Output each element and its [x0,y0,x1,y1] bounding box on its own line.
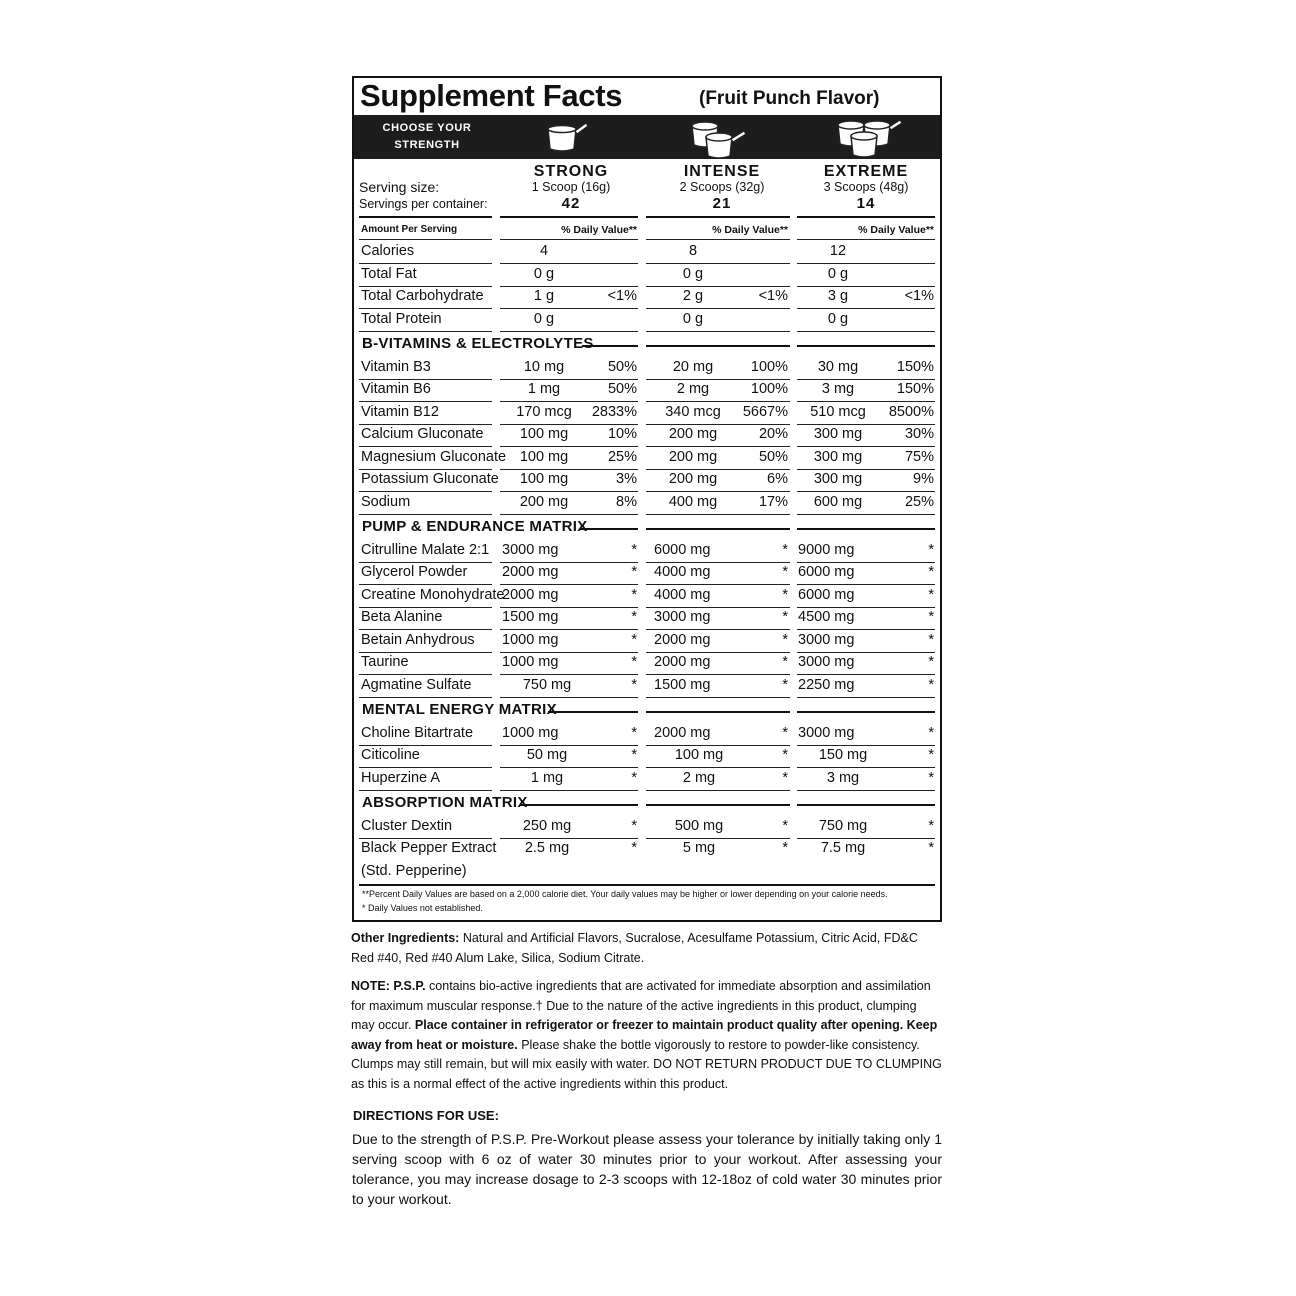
row-rule [646,491,790,492]
daily-value: * [631,817,637,834]
section-title: PUMP & ENDURANCE MATRIX [362,519,592,534]
row-rule [797,401,935,402]
daily-value: * [782,747,788,763]
daily-value: * [631,586,637,603]
row-rule [500,767,638,768]
nutrient-amount: 0 g [827,265,849,282]
section-rule [580,528,638,530]
serving-size-label: Serving size: [359,179,440,195]
row-rule [797,514,935,515]
nutrient-amount: 0 g [682,265,704,282]
row-rule [646,790,790,791]
section-rule [582,345,638,347]
directions-title: DIRECTIONS FOR USE: [353,1108,499,1123]
servings-per-container-label: Servings per container: [359,197,488,211]
section-rule [797,804,935,806]
section-rule [646,711,790,713]
daily-value-header: % Daily Value** [858,224,934,236]
nutrient-amount: 300 mg [813,448,863,465]
row-rule [500,629,638,630]
row-rule [359,308,492,309]
nutrient-name: Cluster Dextin [361,817,453,834]
row-rule [359,745,492,746]
nutrient-amount: 0 g [827,310,849,327]
nutrient-amount: 2.5 mg [524,840,570,856]
nutrient-amount: 1500 mg [654,676,711,693]
nutrient-amount: 340 mcg [665,403,721,420]
daily-value: * [631,840,637,856]
daily-value: * [782,654,788,670]
daily-value: 10% [607,426,637,442]
row-rule [359,469,492,470]
servings-count: 21 [712,195,732,212]
serving-size-value: 2 Scoops (32g) [679,180,765,194]
nutrient-name: Citicoline [361,747,420,763]
nutrient-amount: 500 mg [674,817,724,834]
row-rule [500,263,638,264]
header-rule [646,216,790,218]
nutrient-name: Citrulline Malate 2:1 [361,541,490,558]
daily-value: * [631,541,637,558]
row-rule [500,838,638,839]
row-rule [646,514,790,515]
nutrient-name: Betain Anhydrous [361,631,475,648]
nutrient-amount: 3 g [827,288,849,304]
daily-value: * [631,769,637,786]
daily-value: 17% [758,493,788,510]
nutrient-amount: 3 mg [826,769,860,786]
section-rule [520,804,638,806]
nutrient-amount: 200 mg [668,448,718,465]
row-rule [500,745,638,746]
row-rule [646,379,790,380]
amount-per-serving-label: Amount Per Serving [361,224,458,235]
nutrient-amount: 12 [829,243,847,259]
row-rule [797,584,935,585]
nutrient-amount: 600 mg [813,493,863,510]
row-rule [646,562,790,563]
daily-value: * [928,676,934,693]
daily-value: * [928,817,934,834]
nutrient-amount: 9000 mg [798,541,855,558]
row-rule [646,263,790,264]
nutrient-subname: (Std. Pepperine) [361,862,467,879]
row-rule [500,401,638,402]
row-rule [500,424,638,425]
nutrient-amount: 200 mg [519,493,569,510]
row-rule [797,424,935,425]
nutrient-amount: 20 mg [672,358,714,375]
daily-value: * [782,631,788,648]
row-rule [797,562,935,563]
row-rule [500,562,638,563]
daily-value: * [782,541,788,558]
daily-value: * [631,747,637,763]
row-rule [359,607,492,608]
section-title: B-VITAMINS & ELECTROLYTES [362,336,598,351]
nutrient-amount: 300 mg [813,471,863,487]
nutrient-name: Vitamin B3 [361,358,431,375]
section-rule [646,345,790,347]
nutrient-amount: 3000 mg [798,631,855,648]
daily-value: 5667% [742,403,788,420]
row-rule [359,767,492,768]
nutrient-amount: 1500 mg [502,609,559,625]
nutrient-amount: 100 mg [519,448,569,465]
daily-value: * [782,586,788,603]
row-rule [646,767,790,768]
nutrient-amount: 300 mg [813,426,863,442]
row-rule [797,331,935,332]
row-rule [646,286,790,287]
nutrient-amount: 1000 mg [502,631,559,648]
row-rule [500,308,638,309]
nutrient-name: Creatine Monohydrate [361,586,505,603]
nutrient-amount: 3000 mg [502,541,559,558]
daily-value: * [631,564,637,580]
daily-value: 75% [904,448,934,465]
row-rule [500,652,638,653]
scoop-1-icon [542,117,592,157]
row-rule [500,584,638,585]
flavor-label: (Fruit Punch Flavor) [699,88,880,109]
nutrient-amount: 170 mcg [516,403,572,420]
scoop-3-icon [834,117,906,159]
section-rule [646,528,790,530]
daily-value: 20% [758,426,788,442]
nutrient-name: Agmatine Sulfate [361,676,472,693]
row-rule [646,674,790,675]
footnote-not-established: * Daily Values not established. [362,902,483,913]
nutrient-amount: 4500 mg [798,609,855,625]
row-rule [797,469,935,470]
panel-title: Supplement Facts [360,78,623,113]
header-rule [359,216,492,218]
row-rule [646,652,790,653]
header-rule [797,216,935,218]
row-rule [646,469,790,470]
footnote-daily-values: **Percent Daily Values are based on a 2,000 calorie diet. Your daily values may be higher or lower depending on your calorie needs. [362,888,888,899]
nutrient-amount: 2000 mg [502,564,559,580]
nutrient-name: Magnesium Gluconate [361,448,507,465]
nutrient-amount: 200 mg [668,426,718,442]
daily-value: * [782,769,788,786]
nutrient-name: Taurine [361,654,409,670]
row-rule [359,401,492,402]
row-rule [500,379,638,380]
row-rule [797,286,935,287]
nutrient-amount: 100 mg [519,426,569,442]
row-rule [797,790,935,791]
daily-value: * [928,541,934,558]
row-rule [359,838,492,839]
daily-value: 150% [896,381,934,397]
nutrient-amount: 6000 mg [798,586,855,603]
row-rule [500,790,638,791]
row-rule [797,263,935,264]
daily-value: * [631,676,637,693]
nutrient-amount: 3000 mg [798,724,855,741]
daily-value: <1% [607,288,637,304]
row-rule [797,697,935,698]
daily-value: * [928,769,934,786]
row-rule [797,491,935,492]
row-rule [359,790,492,791]
daily-value: 25% [607,448,637,465]
daily-value: 6% [767,471,788,487]
daily-value: * [782,676,788,693]
nutrient-amount: 4 [539,243,549,259]
nutrient-amount: 1000 mg [502,724,559,741]
daily-value: * [631,724,637,741]
nutrient-amount: 750 mg [522,676,572,693]
nutrient-amount: 2 mg [676,381,710,397]
nutrient-amount: 2 g [682,288,704,304]
daily-value-header: % Daily Value** [712,224,788,236]
strength-name: INTENSE [683,163,761,180]
directions-text: Due to the strength of P.S.P. Pre-Workout please assess your tolerance by initially taking only 1 serving scoop with 6 oz of water 30 minutes prior to your workout. After assessing your tolerance, you may increase dosage to 2-3 scoops with 12-18oz of cold water 30 minutes prior to your workout. [352,1131,942,1207]
daily-value-header: % Daily Value** [561,224,637,236]
nutrient-amount: 100 mg [519,471,569,487]
nutrient-amount: 150 mg [818,747,868,763]
supplement-facts-panel [352,76,942,922]
section-rule [548,711,638,713]
daily-value: * [782,817,788,834]
daily-value: * [928,654,934,670]
section-rule [797,711,935,713]
row-rule [359,263,492,264]
nutrient-name: Choline Bitartrate [361,724,474,741]
row-rule [500,674,638,675]
daily-value: 8% [616,493,637,510]
nutrient-amount: 200 mg [668,471,718,487]
row-rule [359,239,492,240]
nutrient-name: Calories [361,243,415,259]
nutrient-name: Calcium Gluconate [361,426,484,442]
nutrient-amount: 2 mg [682,769,716,786]
row-rule [646,424,790,425]
daily-value: * [928,631,934,648]
row-rule [797,652,935,653]
row-rule [797,629,935,630]
scoop-2-icon [688,117,750,159]
nutrient-name: Vitamin B12 [361,403,439,420]
daily-value: 50% [607,381,637,397]
note-paragraph: NOTE: P.S.P. contains bio-active ingredients that are activated for immediate absorption and assimilation for maximum muscular response.† Due to the nature of the active ingredients in this product, clumping may occur. Place container in refrigerator or freezer to maintain product quality after opening. Keep away from heat or moisture. Please shake the bottle vigorously to restore to powder-like consistency. Clumps may still remain, but will mix easily with water. DO NOT RETURN PRODUCT DUE TO CLUMPING as this is a normal effect of the active ingredients within this product. [351,979,942,1091]
nutrient-amount: 6000 mg [798,564,855,580]
nutrient-amount: 2250 mg [798,676,855,693]
daily-value: * [782,840,788,856]
row-rule [500,514,638,515]
row-rule [797,607,935,608]
servings-count: 14 [856,195,876,212]
nutrient-amount: 4000 mg [654,586,711,603]
strength-bar [354,115,940,159]
row-rule [646,308,790,309]
daily-value: * [631,631,637,648]
row-rule [359,446,492,447]
row-rule [359,286,492,287]
row-rule [797,674,935,675]
daily-value: 2833% [591,403,637,420]
other-ingredients: Other Ingredients: Natural and Artificial Flavors, Sucralose, Acesulfame Potassium, Citric Acid, FD&C Red #40, Red #40 Alum Lake, Silica, Sodium Citrate. [351,931,918,965]
daily-value: 150% [896,358,934,375]
nutrient-name: Vitamin B6 [361,381,431,397]
serving-size-value: 1 Scoop (16g) [531,180,611,194]
nutrient-amount: 4000 mg [654,564,711,580]
row-rule [646,697,790,698]
nutrient-name: Huperzine A [361,769,440,786]
daily-value: * [928,747,934,763]
row-rule [500,697,638,698]
row-rule [797,239,935,240]
header-rule [500,216,638,218]
daily-value: 30% [904,426,934,442]
row-rule [359,424,492,425]
daily-value: * [928,564,934,580]
row-rule [500,239,638,240]
choose-strength-label: CHOOSE YOUR STRENGTH [382,122,472,151]
row-rule [359,629,492,630]
footnote-rule [359,884,935,886]
nutrient-amount: 10 mg [523,358,565,375]
nutrient-amount: 3000 mg [654,609,711,625]
nutrient-amount: 3000 mg [798,654,855,670]
daily-value: 100% [750,358,788,375]
row-rule [646,838,790,839]
nutrient-amount: 3 mg [821,381,855,397]
row-rule [359,514,492,515]
nutrient-amount: 0 g [533,310,555,327]
nutrient-amount: 5 mg [682,840,716,856]
nutrient-amount: 6000 mg [654,541,711,558]
row-rule [359,697,492,698]
nutrient-name: Potassium Gluconate [361,471,499,487]
section-rule [646,804,790,806]
row-rule [646,239,790,240]
section-rule [797,345,935,347]
daily-value: * [631,654,637,670]
row-rule [646,629,790,630]
row-rule [646,401,790,402]
daily-value: 50% [607,358,637,375]
daily-value: * [782,724,788,741]
servings-count: 42 [561,195,581,212]
strength-name: EXTREME [823,163,909,180]
row-rule [646,584,790,585]
nutrient-amount: 750 mg [818,817,868,834]
nutrient-amount: 1 mg [530,769,564,786]
nutrient-amount: 2000 mg [654,631,711,648]
row-rule [359,584,492,585]
daily-value: 100% [750,381,788,397]
nutrient-amount: 400 mg [668,493,718,510]
nutrient-amount: 1000 mg [502,654,559,670]
daily-value: 9% [913,471,934,487]
daily-value: * [928,609,934,625]
row-rule [500,286,638,287]
nutrient-amount: 100 mg [674,747,724,763]
row-rule [359,491,492,492]
nutrient-amount: 50 mg [526,747,568,763]
nutrient-name: Beta Alanine [361,609,443,625]
section-title: ABSORPTION MATRIX [362,795,532,810]
nutrient-name: Sodium [361,493,411,510]
row-rule [359,379,492,380]
nutrient-amount: 0 g [682,310,704,327]
row-rule [359,331,492,332]
row-rule [359,562,492,563]
daily-value: * [928,586,934,603]
row-rule [797,745,935,746]
daily-value: 50% [758,448,788,465]
nutrient-amount: 30 mg [817,358,859,375]
nutrient-amount: 2000 mg [654,654,711,670]
row-rule [500,469,638,470]
nutrient-amount: 1 g [533,288,555,304]
row-rule [646,446,790,447]
row-rule [797,308,935,309]
daily-value: * [631,609,637,625]
row-rule [500,446,638,447]
row-rule [646,331,790,332]
row-rule [797,767,935,768]
daily-value: * [928,724,934,741]
strength-name: STRONG [533,163,609,180]
serving-size-value: 3 Scoops (48g) [823,180,909,194]
nutrient-name: Total Protein [361,310,442,327]
nutrient-amount: 1 mg [527,381,561,397]
daily-value: 8500% [888,403,934,420]
nutrient-amount: 2000 mg [502,586,559,603]
nutrient-amount: 2000 mg [654,724,711,741]
section-title: MENTAL ENERGY MATRIX [362,702,561,717]
row-rule [359,674,492,675]
nutrient-name: Glycerol Powder [361,564,468,580]
daily-value: <1% [904,288,934,304]
daily-value: 25% [904,493,934,510]
nutrient-amount: 8 [688,243,698,259]
row-rule [797,838,935,839]
row-rule [359,652,492,653]
row-rule [500,331,638,332]
nutrient-name: Total Carbohydrate [361,288,484,304]
nutrient-name: Total Fat [361,265,417,282]
row-rule [500,491,638,492]
nutrient-name: Black Pepper Extract [361,840,497,856]
nutrient-amount: 7.5 mg [820,840,866,856]
row-rule [797,379,935,380]
daily-value: <1% [758,288,788,304]
row-rule [646,607,790,608]
nutrient-amount: 510 mcg [810,403,866,420]
nutrient-amount: 0 g [533,265,555,282]
daily-value: * [928,840,934,856]
nutrient-amount: 250 mg [522,817,572,834]
row-rule [646,745,790,746]
row-rule [797,446,935,447]
daily-value: * [782,564,788,580]
row-rule [500,607,638,608]
section-rule [797,528,935,530]
daily-value: 3% [616,471,637,487]
daily-value: * [782,609,788,625]
